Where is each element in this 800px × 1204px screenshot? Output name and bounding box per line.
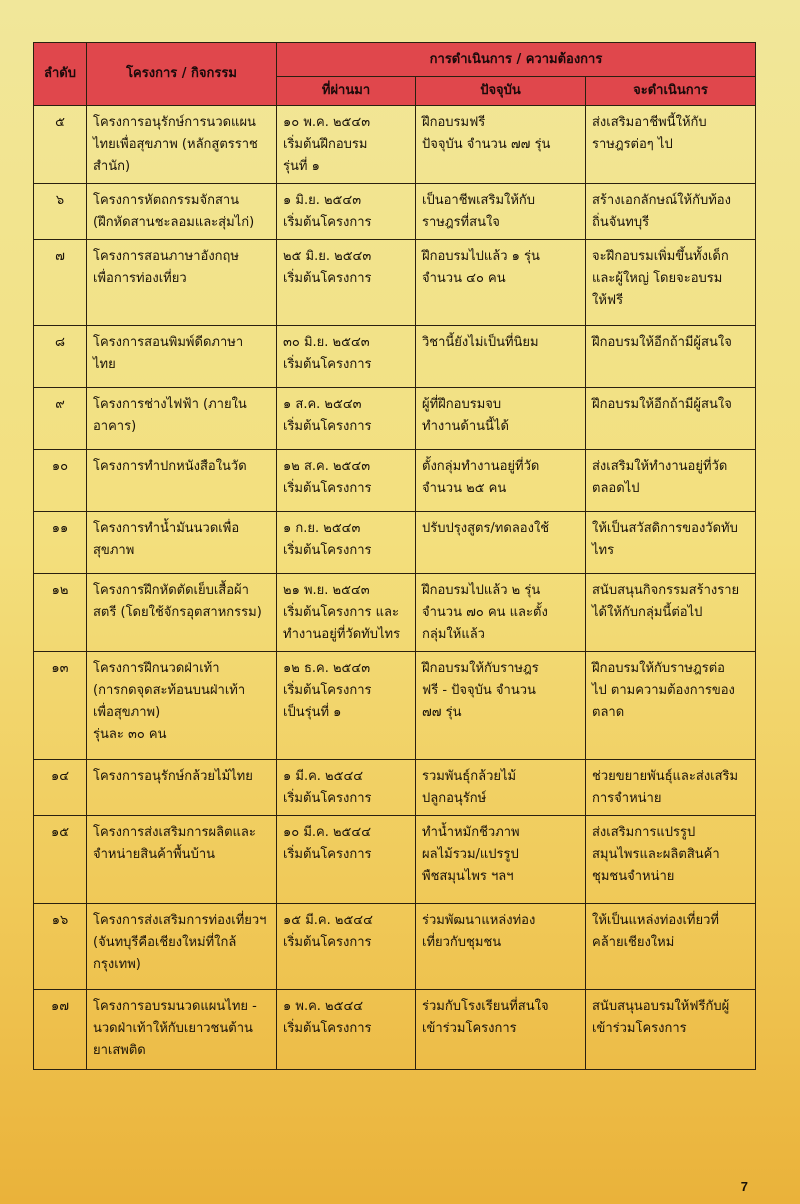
past-text-line: ๑๐ มี.ค. ๒๕๔๔ <box>283 825 372 840</box>
header-future: จะดำเนินการ <box>586 77 756 106</box>
table-row <box>34 388 756 450</box>
future-text-line: ได้ให้กับกลุ่มนี้ต่อไป <box>592 605 703 620</box>
past-text-line: เริ่มต้นโครงการ <box>283 935 372 950</box>
table-row <box>34 574 756 652</box>
cell-past <box>277 652 416 760</box>
cell-past <box>277 904 416 990</box>
project-text-line: โครงการทำปกหนังสือในวัด <box>93 459 247 474</box>
cell-project <box>87 904 277 990</box>
project-text-line: สตรี (โดยใช้จักรอุตสาหกรรม) <box>93 605 262 620</box>
past-text-line: ๑ ก.ย. ๒๕๔๓ <box>283 521 361 536</box>
project-text-line: โครงการฝึกหัดตัดเย็บเสื้อผ้า <box>93 583 249 598</box>
row-number: ๑๖ <box>34 904 87 990</box>
future-text-line: เข้าร่วมโครงการ <box>592 1021 687 1036</box>
past-text-line: เริ่มต้นโครงการ <box>283 543 372 558</box>
project-text-line: สำนัก) <box>93 159 131 174</box>
cell-present <box>416 904 586 990</box>
row-number: ๑๒ <box>34 574 87 652</box>
cell-present <box>416 512 586 574</box>
header-project: โครงการ / กิจกรรม <box>87 43 277 106</box>
future-text-line: ตลอดไป <box>592 481 640 496</box>
future-text-line: ชุมชนจำหน่าย <box>592 869 675 884</box>
future-text-line: ให้ฟรี <box>592 293 624 308</box>
cell-present <box>416 240 586 326</box>
present-text-line: กลุ่มให้แล้ว <box>422 627 485 642</box>
cell-past <box>277 574 416 652</box>
past-text-line: ๑ มี.ค. ๒๕๔๔ <box>283 769 364 784</box>
future-text-line: ให้เป็นแหล่งท่องเที่ยวที่ <box>592 913 719 928</box>
future-text-line: สนับสนุนกิจกรรมสร้างราย <box>592 583 740 598</box>
future-text-line: การจำหน่าย <box>592 791 662 806</box>
future-text-line: ส่งเสริมอาชีพนี้ให้กับ <box>592 115 707 130</box>
project-table-container <box>33 42 755 1070</box>
cell-project <box>87 512 277 574</box>
cell-present <box>416 388 586 450</box>
cell-present <box>416 106 586 184</box>
cell-past <box>277 106 416 184</box>
cell-future <box>586 326 756 388</box>
past-text-line: ๒๑ พ.ย. ๒๕๔๓ <box>283 583 370 598</box>
cell-project <box>87 760 277 816</box>
cell-future <box>586 450 756 512</box>
future-text-line: ตลาด <box>592 705 625 720</box>
cell-future <box>586 904 756 990</box>
cell-past <box>277 512 416 574</box>
cell-project <box>87 240 277 326</box>
cell-future <box>586 574 756 652</box>
project-text-line: โครงการอนุรักษ์การนวดแผน <box>93 115 256 130</box>
present-text-line: ฝึกอบรมให้กับราษฎร <box>422 661 539 676</box>
cell-present <box>416 816 586 904</box>
past-text-line: ๑๕ มี.ค. ๒๕๔๔ <box>283 913 373 928</box>
table-row <box>34 106 756 184</box>
cell-present <box>416 574 586 652</box>
project-text-line: โครงการส่งเสริมการผลิตและ <box>93 825 256 840</box>
cell-project <box>87 450 277 512</box>
project-text-line: โครงการฝึกนวดฝ่าเท้า <box>93 661 220 676</box>
present-text-line: ฝึกอบรมไปแล้ว ๑ รุ่น <box>422 249 540 264</box>
row-number: ๑๑ <box>34 512 87 574</box>
past-text-line: ทำงานอยู่ที่วัดทับไทร <box>283 627 401 642</box>
past-text-line: เริ่มต้นฝึกอบรม <box>283 137 368 152</box>
project-text-line: โครงการสอนภาษาอังกฤษ <box>93 249 239 264</box>
future-text-line: ฝึกอบรมให้อีกถ้ามีผู้สนใจ <box>592 335 732 350</box>
past-text-line: เริ่มต้นโครงการ <box>283 1021 372 1036</box>
future-text-line: จะฝึกอบรมเพิ่มขึ้นทั้งเด็ก <box>592 249 729 264</box>
cell-future <box>586 990 756 1070</box>
future-text-line: ฝึกอบรมให้อีกถ้ามีผู้สนใจ <box>592 397 732 412</box>
present-text-line: เป็นอาชีพเสริมให้กับ <box>422 193 536 208</box>
future-text-line: ไป ตามความต้องการของ <box>592 683 735 698</box>
past-text-line: ๒๕ มิ.ย. ๒๕๔๓ <box>283 249 372 264</box>
cell-future <box>586 388 756 450</box>
cell-past <box>277 388 416 450</box>
page-number: 7 <box>740 1179 748 1194</box>
past-text-line: เริ่มต้นโครงการ <box>283 271 372 286</box>
past-text-line: ๑๒ ส.ค. ๒๕๔๓ <box>283 459 371 474</box>
past-text-line: เริ่มต้นโครงการ <box>283 215 372 230</box>
future-text-line: สนับสนุนอบรมให้ฟรีกับผู้ <box>592 999 730 1014</box>
present-text-line: จำนวน ๗๐ คน และตั้ง <box>422 605 548 620</box>
row-number: ๙ <box>34 388 87 450</box>
cell-past <box>277 240 416 326</box>
present-text-line: ผู้ที่ฝึกอบรมจบ <box>422 397 502 412</box>
project-text-line: โครงการสอนพิมพ์ดีดภาษา <box>93 335 244 350</box>
future-text-line: ถิ่นจันทบุรี <box>592 215 650 230</box>
future-text-line: ให้เป็นสวัสดิการของวัดทับ <box>592 521 738 536</box>
future-text-line: และผู้ใหญ่ โดยจะอบรม <box>592 271 723 286</box>
future-text-line: ไทร <box>592 543 615 558</box>
cell-project <box>87 184 277 240</box>
table-row <box>34 184 756 240</box>
row-number: ๕ <box>34 106 87 184</box>
project-text-line: เพื่อสุขภาพ) <box>93 705 161 720</box>
cell-project <box>87 990 277 1070</box>
future-text-line: สมุนไพรและผลิตสินค้า <box>592 847 720 862</box>
present-text-line: ปลูกอนุรักษ์ <box>422 791 487 806</box>
project-text-line: สุขภาพ <box>93 543 135 558</box>
past-text-line: รุ่นที่ ๑ <box>283 159 320 174</box>
cell-project <box>87 816 277 904</box>
future-text-line: ฝึกอบรมให้กับราษฎรต่อ <box>592 661 725 676</box>
row-number: ๘ <box>34 326 87 388</box>
present-text-line: จำนวน ๔๐ คน <box>422 271 506 286</box>
cell-past <box>277 326 416 388</box>
project-text-line: นวดฝ่าเท้าให้กับเยาวชนต้าน <box>93 1021 253 1036</box>
past-text-line: เริ่มต้นโครงการ และ <box>283 605 399 620</box>
project-text-line: (ฝึกหัดสานชะลอมและสุ่มไก่) <box>93 215 255 230</box>
cell-project <box>87 388 277 450</box>
present-text-line: เข้าร่วมโครงการ <box>422 1021 517 1036</box>
table-row <box>34 240 756 326</box>
cell-past <box>277 184 416 240</box>
table-row <box>34 760 756 816</box>
project-text-line: รุ่นละ ๓๐ คน <box>93 727 167 742</box>
cell-future <box>586 240 756 326</box>
project-text-line: ยาเสพติด <box>93 1043 146 1058</box>
present-text-line: ปรับปรุงสูตร/ทดลองใช้ <box>422 521 550 536</box>
past-text-line: เริ่มต้นโครงการ <box>283 791 372 806</box>
project-text-line: (จันทบุรีคือเชียงใหม่ที่ใกล้ <box>93 935 237 950</box>
header-past: ที่ผ่านมา <box>277 77 416 106</box>
present-text-line: ปัจจุบัน จำนวน ๗๗ รุ่น <box>422 137 551 152</box>
project-text-line: โครงการช่างไฟฟ้า (ภายใน <box>93 397 247 412</box>
row-number: ๑๗ <box>34 990 87 1070</box>
present-text-line: ทำน้ำหมักชีวภาพ <box>422 825 520 840</box>
present-text-line: ๗๗ รุ่น <box>422 705 462 720</box>
past-text-line: ๑๒ ธ.ค. ๒๕๔๓ <box>283 661 371 676</box>
cell-future <box>586 106 756 184</box>
future-text-line: ช่วยขยายพันธุ์และส่งเสริม <box>592 769 739 784</box>
project-text-line: จำหน่ายสินค้าพื้นบ้าน <box>93 847 216 862</box>
cell-future <box>586 816 756 904</box>
project-text-line: โครงการอบรมนวดแผนไทย - <box>93 999 257 1014</box>
future-text-line: สร้างเอกลักษณ์ให้กับท้อง <box>592 193 731 208</box>
row-number: ๑๕ <box>34 816 87 904</box>
cell-future <box>586 512 756 574</box>
project-text-line: อาคาร) <box>93 419 137 434</box>
table-row <box>34 652 756 760</box>
present-text-line: ร่วมกับโรงเรียนที่สนใจ <box>422 999 549 1014</box>
past-text-line: เริ่มต้นโครงการ <box>283 357 372 372</box>
project-text-line: กรุงเทพ) <box>93 957 141 972</box>
table-body <box>34 106 756 1070</box>
cell-future <box>586 652 756 760</box>
past-text-line: เริ่มต้นโครงการ <box>283 481 372 496</box>
past-text-line: ๑ มิ.ย. ๒๕๔๓ <box>283 193 362 208</box>
future-text-line: ส่งเสริมให้ทำงานอยู่ที่วัด <box>592 459 728 474</box>
present-text-line: รวมพันธุ์กล้วยไม้ <box>422 769 517 784</box>
table-row <box>34 512 756 574</box>
project-text-line: โครงการทำน้ำมันนวดเพื่อ <box>93 521 240 536</box>
row-number: ๑๐ <box>34 450 87 512</box>
future-text-line: ส่งเสริมการแปรรูป <box>592 825 696 840</box>
cell-future <box>586 184 756 240</box>
cell-future <box>586 760 756 816</box>
row-number: ๖ <box>34 184 87 240</box>
cell-project <box>87 574 277 652</box>
cell-past <box>277 990 416 1070</box>
cell-past <box>277 816 416 904</box>
cell-present <box>416 326 586 388</box>
past-text-line: เริ่มต้นโครงการ <box>283 419 372 434</box>
past-text-line: เป็นรุ่นที่ ๑ <box>283 705 342 720</box>
present-text-line: ฝึกอบรมฟรี <box>422 115 486 130</box>
present-text-line: จำนวน ๒๕ คน <box>422 481 507 496</box>
table-row <box>34 904 756 990</box>
cell-project <box>87 106 277 184</box>
project-text-line: ไทยเพื่อสุขภาพ (หลักสูตรราช <box>93 137 258 152</box>
future-text-line: คล้ายเชียงใหม่ <box>592 935 675 950</box>
cell-present <box>416 990 586 1070</box>
cell-project <box>87 326 277 388</box>
project-text-line: (การกดจุดสะท้อนบนฝ่าเท้า <box>93 683 246 698</box>
future-text-line: ราษฎรต่อๆ ไป <box>592 137 673 152</box>
row-number: ๑๓ <box>34 652 87 760</box>
row-number: ๗ <box>34 240 87 326</box>
project-text-line: โครงการอนุรักษ์กล้วยไม้ไทย <box>93 769 253 784</box>
project-text-line: โครงการหัตถกรรมจักสาน <box>93 193 240 208</box>
present-text-line: ฟรี - ปัจจุบัน จำนวน <box>422 683 536 698</box>
cell-present <box>416 760 586 816</box>
project-text-line: โครงการส่งเสริมการท่องเที่ยวฯ <box>93 913 267 928</box>
present-text-line: ฝึกอบรมไปแล้ว ๒ รุ่น <box>422 583 541 598</box>
past-text-line: ๑๐ พ.ค. ๒๕๔๓ <box>283 115 371 130</box>
cell-project <box>87 652 277 760</box>
present-text-line: เที่ยวกับชุมชน <box>422 935 502 950</box>
project-text-line: เพื่อการท่องเที่ยว <box>93 271 187 286</box>
past-text-line: เริ่มต้นโครงการ <box>283 847 372 862</box>
cell-present <box>416 184 586 240</box>
present-text-line: ตั้งกลุ่มทำงานอยู่ที่วัด <box>422 459 540 474</box>
table-row <box>34 816 756 904</box>
table-row <box>34 326 756 388</box>
header-present: ปัจจุบัน <box>416 77 586 106</box>
present-text-line: ทำงานด้านนี้ได้ <box>422 419 509 434</box>
present-text-line: ราษฎรที่สนใจ <box>422 215 500 230</box>
past-text-line: เริ่มต้นโครงการ <box>283 683 372 698</box>
present-text-line: พืชสมุนไพร ฯลฯ <box>422 869 514 884</box>
project-text-line: ไทย <box>93 357 116 372</box>
cell-present <box>416 652 586 760</box>
cell-past <box>277 760 416 816</box>
past-text-line: ๓๐ มิ.ย. ๒๕๔๓ <box>283 335 370 350</box>
header-no: ลำดับ <box>34 43 87 106</box>
past-text-line: ๑ ส.ค. ๒๕๔๓ <box>283 397 362 412</box>
table-row <box>34 450 756 512</box>
row-number: ๑๔ <box>34 760 87 816</box>
cell-present <box>416 450 586 512</box>
present-text-line: ร่วมพัฒนาแหล่งท่อง <box>422 913 536 928</box>
present-text-line: ผลไม้รวม/แปรรูป <box>422 847 519 862</box>
project-table <box>33 42 756 1070</box>
header-operation: การดำเนินการ / ความต้องการ <box>277 43 756 77</box>
past-text-line: ๑ พ.ค. ๒๕๔๔ <box>283 999 364 1014</box>
table-row <box>34 990 756 1070</box>
present-text-line: วิชานี้ยังไม่เป็นที่นิยม <box>422 335 539 350</box>
cell-past <box>277 450 416 512</box>
